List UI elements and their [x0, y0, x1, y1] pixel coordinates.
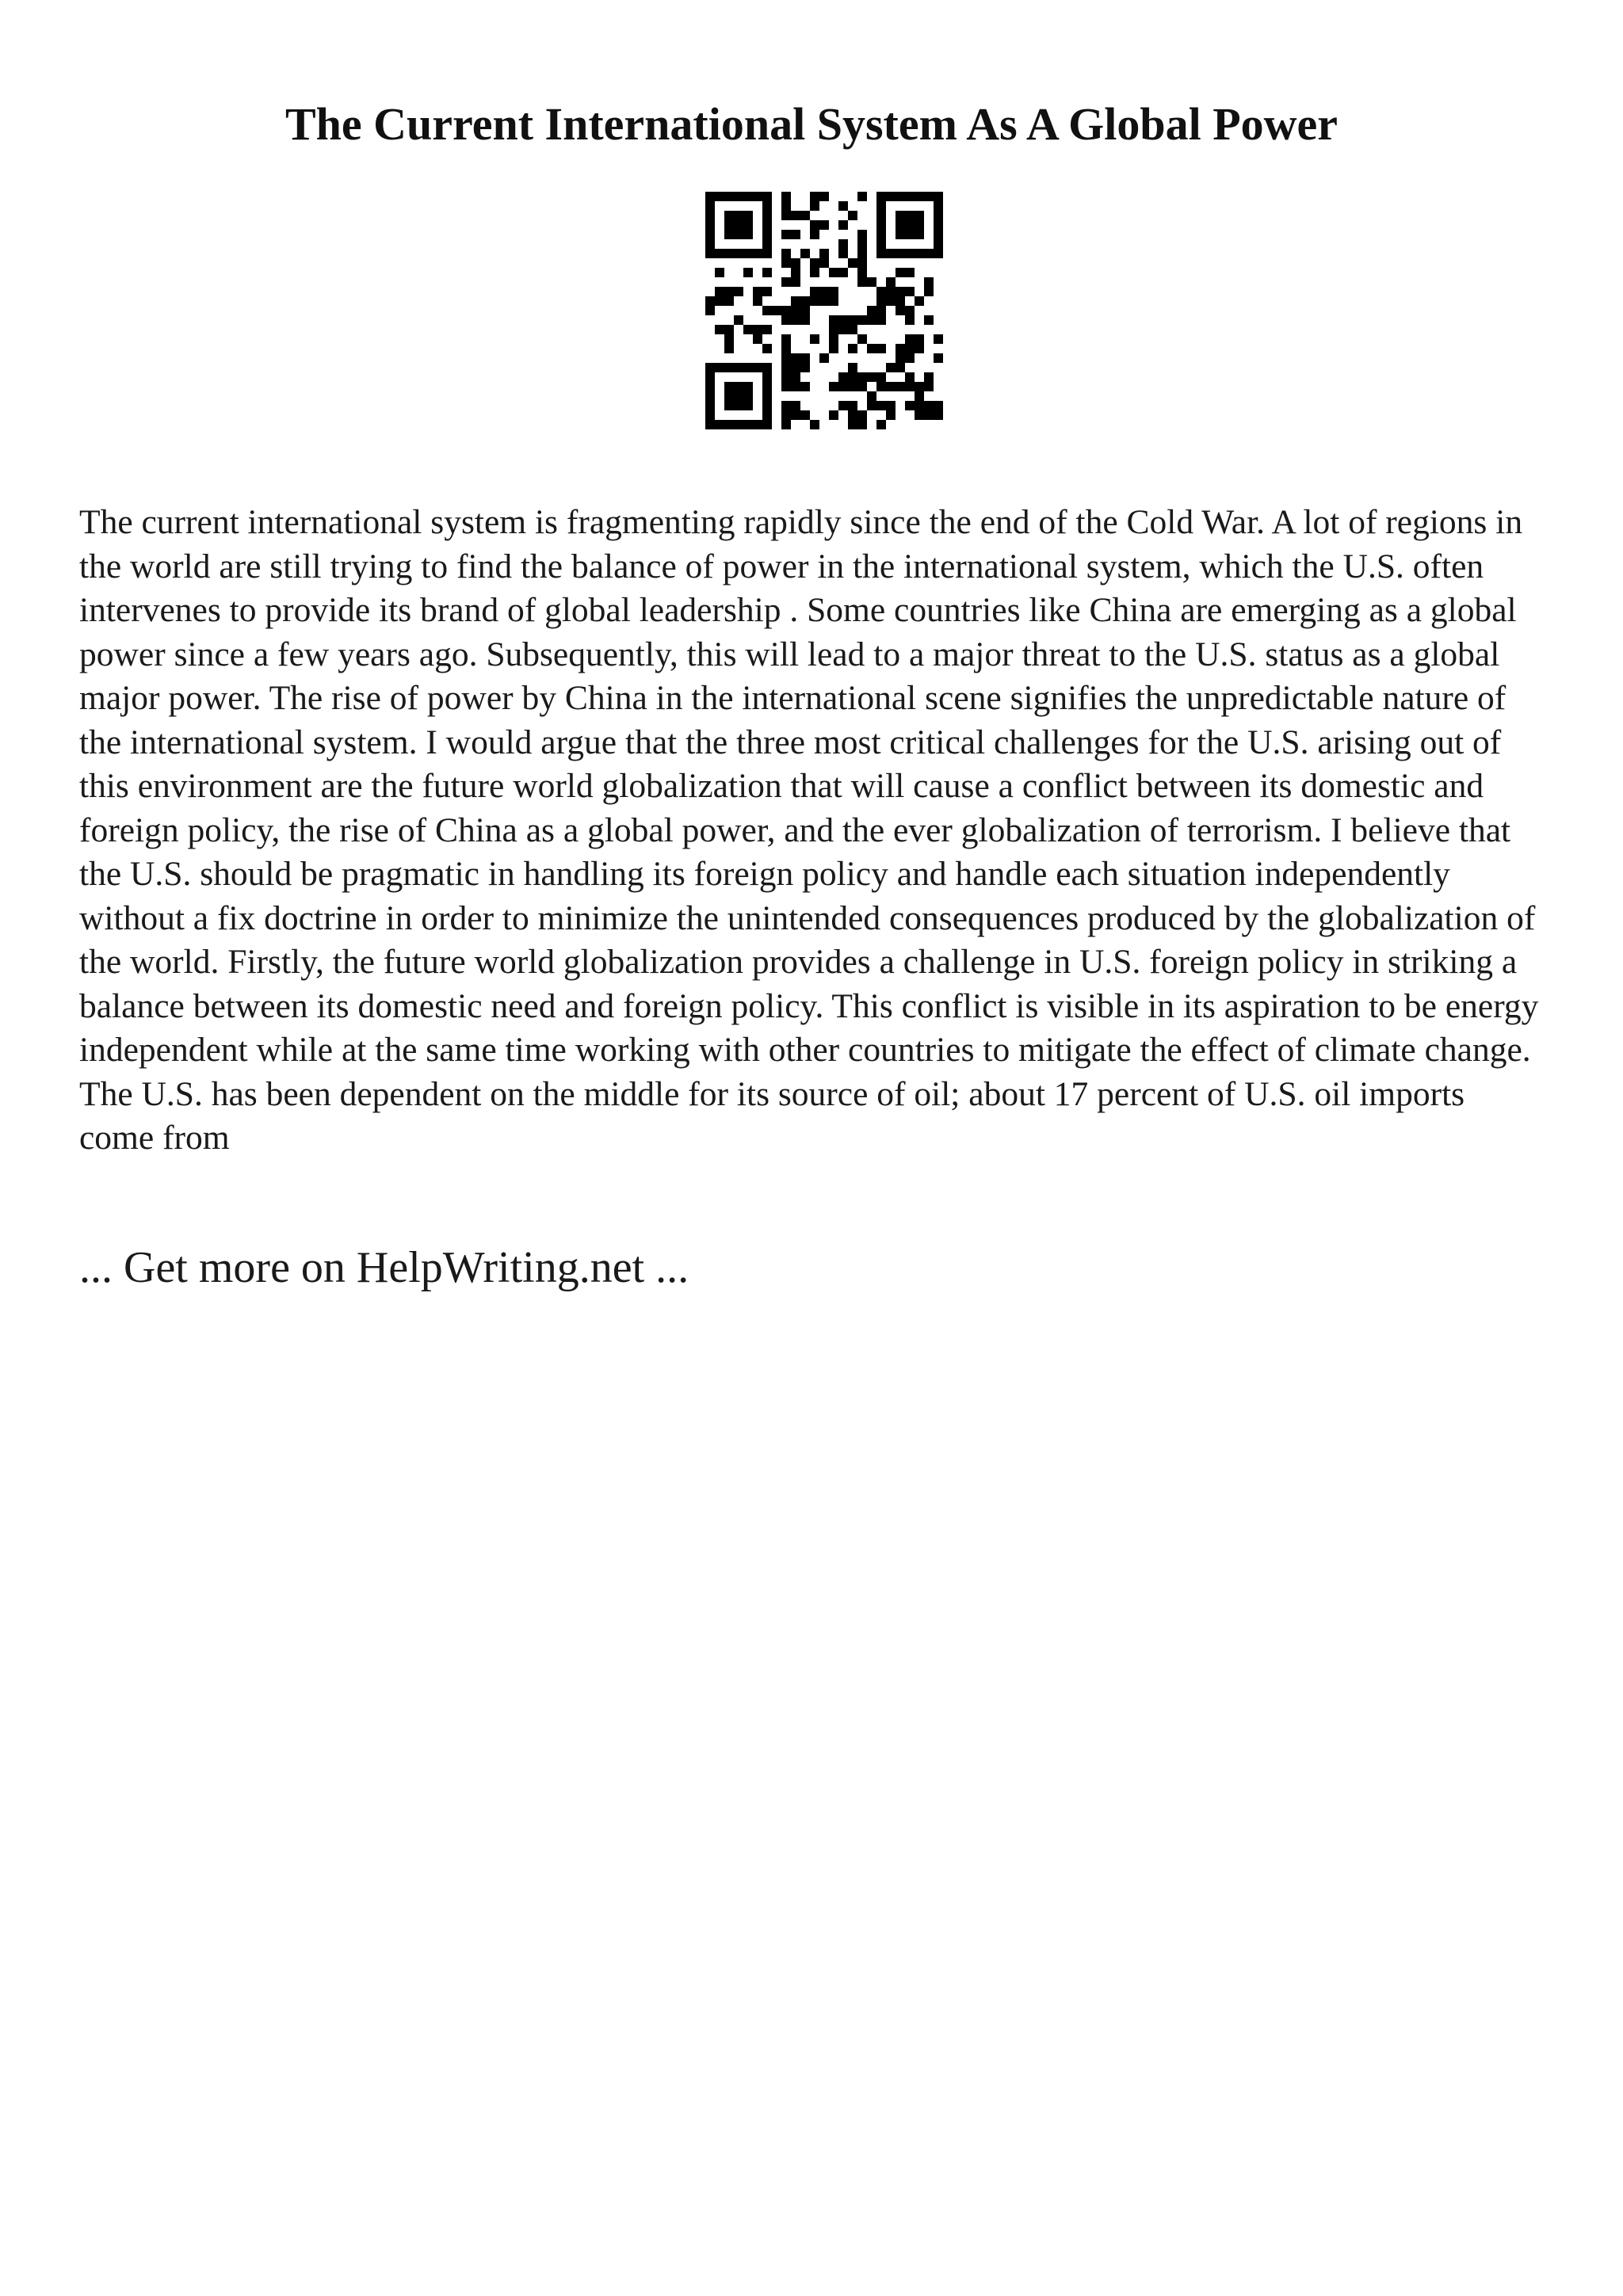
- qr-code-icon[interactable]: [705, 192, 943, 429]
- document-title: The Current International System As A Global Power: [285, 98, 1338, 150]
- get-more-link[interactable]: ... Get more on HelpWriting.net ...: [79, 1243, 689, 1292]
- document-body-text: The current international system is fragmenting rapidly since the end of the Cold War. A lot of regions in the world are still trying to find the balance of power in the international system, which the U.S. often intervenes to provide its brand of global leadership . Some countries like China are emerging as a global power since a few years ago. Subsequently, this will lead to a major threat to the U.S. status as a global major power. The rise of power by China in the international scene signifies the unpredictable nature of the international system. I would argue that the three most critical challenges for the U.S. arising out of this environment are the future world globalization that will cause a conflict between its domestic and foreign policy, the rise of China as a global power, and the ever globalization of terrorism. I believe that the U.S. should be pragmatic in handling its foreign policy and handle each situation independently without a fix doctrine in order to minimize the unintended consequences produced by the globalization of the world. Firstly, the future world globalization provides a challenge in U.S. foreign policy in striking a balance between its domestic need and foreign policy. This conflict is visible in its aspiration to be energy independent while at the same time working with other countries to mitigate the effect of climate change. The U.S. has been dependent on the middle for its source of oil; about 17 percent of U.S. oil imports come from: [79, 503, 1539, 1157]
